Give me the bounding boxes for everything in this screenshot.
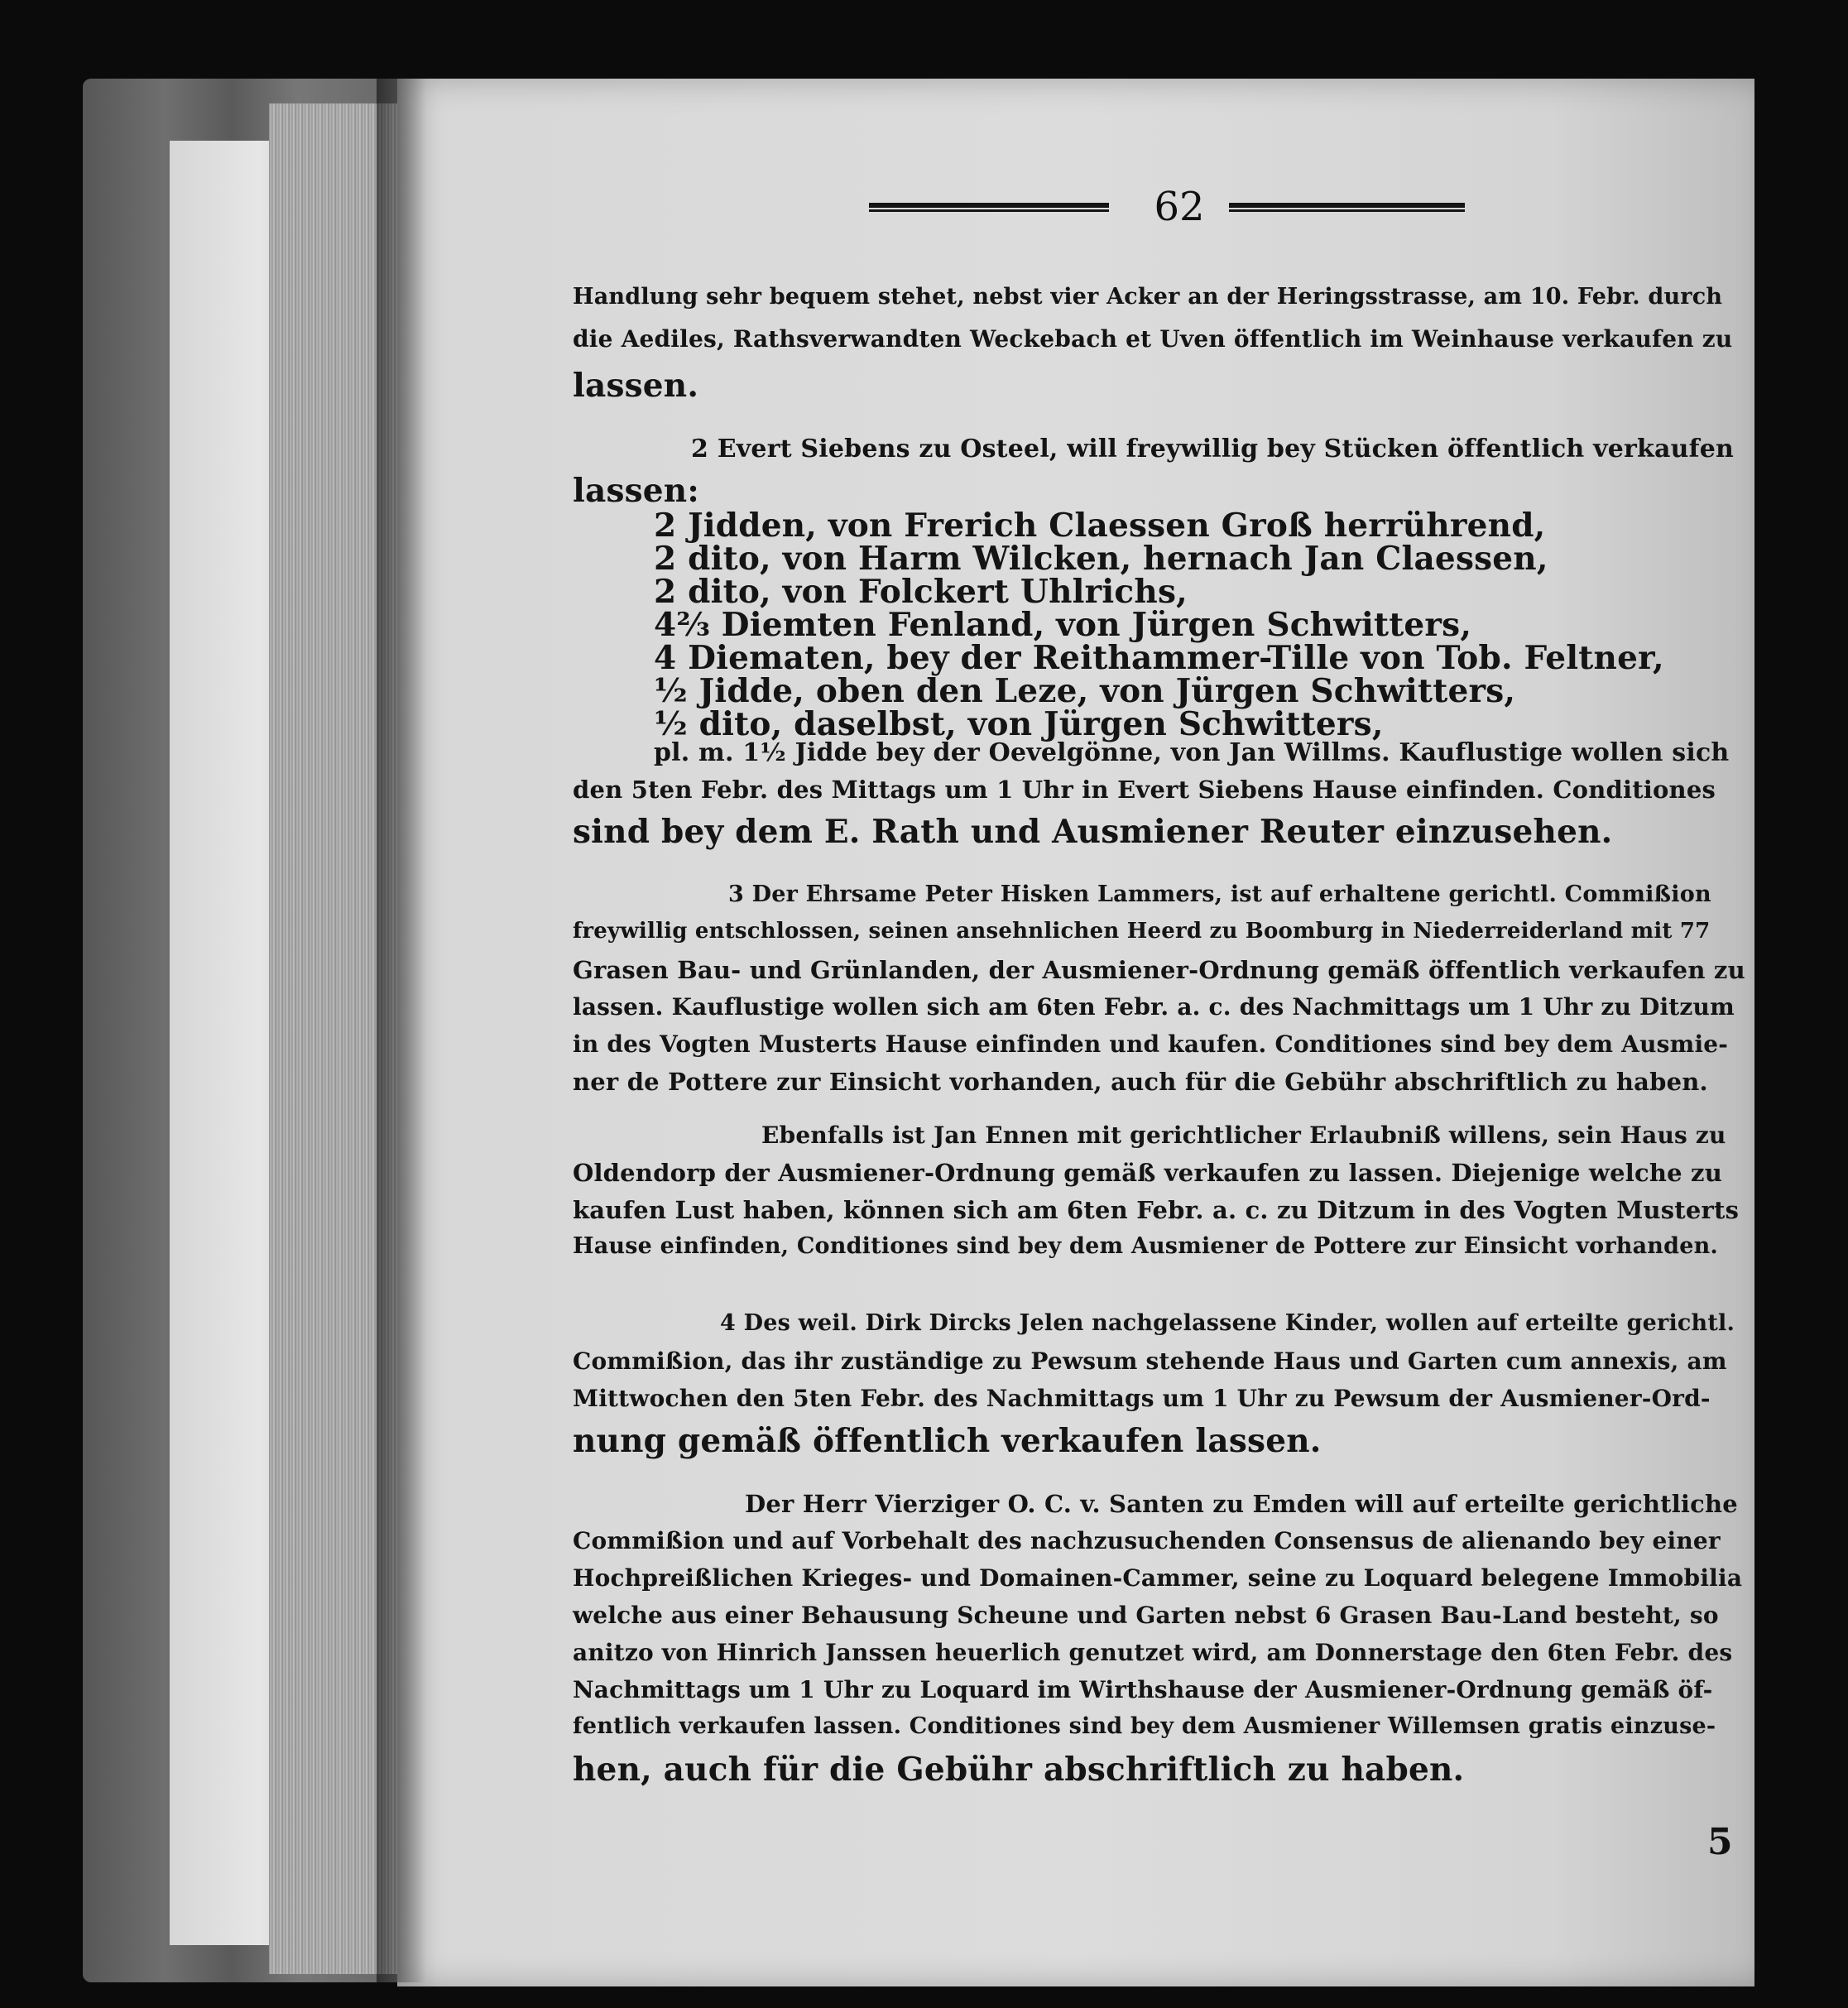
page-number: 62 [1154, 184, 1205, 230]
text-line: ½ dito, daselbst, von Jürgen Schwitters, [654, 705, 1384, 743]
text-line: pl. m. 1½ Jidde bey der Oevelgönne, von Jan Willms. Kauflustige wollen sich [654, 738, 1730, 767]
text-line: Commißion, das ihr zuständige zu Pewsum stehende Haus und Garten cum annexis, am [573, 1347, 1727, 1375]
text-line: hen, auch für die Gebühr abschriftlich zu haben. [573, 1751, 1465, 1789]
text-line: 4⅔ Diemten Fenland, von Jürgen Schwitters, [654, 606, 1472, 644]
text-line: anitzo von Hinrich Janssen heuerlich genutzet wird, am Donnerstage den 6ten Febr. des [573, 1639, 1733, 1666]
text-line: ½ Jidde, oben den Leze, von Jürgen Schwitters, [654, 672, 1516, 710]
text-line: die Aediles, Rathsverwandten Weckebach et Uven öffentlich im Weinhause verkaufen zu [573, 325, 1733, 353]
header-rule-right [1229, 203, 1465, 212]
text-line: 4 Diematen, bey der Reithammer-Tille von Tob. Feltner, [654, 639, 1664, 677]
text-line: lassen: [573, 472, 699, 510]
text-line: den 5ten Febr. des Mittags um 1 Uhr in Evert Siebens Hause einfinden. Conditiones [573, 776, 1716, 804]
text-line: welche aus einer Behausung Scheune und Garten nebst 6 Grasen Bau-Land besteht, so [573, 1602, 1719, 1629]
text-line: kaufen Lust haben, können sich am 6ten Febr. a. c. zu Ditzum in des Vogten Musterts [573, 1196, 1740, 1224]
text-line: Hochpreißlichen Krieges- und Domainen-Cammer, seine zu Loquard belegene Immobilia [573, 1564, 1743, 1592]
text-line: Handlung sehr bequem stehet, nebst vier Acker an der Heringsstrasse, am 10. Febr. durch [573, 284, 1723, 310]
text-line: lassen. Kauflustige wollen sich am 6ten Febr. a. c. des Nachmittags um 1 Uhr zu Ditzum [573, 993, 1735, 1021]
text-line: lassen. [573, 367, 699, 405]
text-line: 3 Der Ehrsame Peter Hisken Lammers, ist auf erhaltene gerichtl. Commißion [728, 882, 1711, 907]
text-line: Oldendorp der Ausmiener-Ordnung gemäß verkaufen zu lassen. Diejenige welche zu [573, 1159, 1723, 1187]
text-line: fentlich verkaufen lassen. Conditiones sind bey dem Ausmiener Willemsen gratis einzuse- [573, 1713, 1716, 1739]
header-rule-left [869, 203, 1109, 212]
text-line: sind bey dem E. Rath und Ausmiener Reuter einzusehen. [573, 813, 1613, 851]
spine-shadow [377, 79, 426, 1982]
text-line: 2 Evert Siebens zu Osteel, will freywillig bey Stücken öffentlich verkaufen [691, 435, 1735, 464]
text-line: 2 dito, von Harm Wilcken, hernach Jan Claessen, [654, 540, 1548, 578]
text-line: nung gemäß öffentlich verkaufen lassen. [573, 1422, 1322, 1460]
text-line: Commißion und auf Vorbehalt des nachzusuchenden Consensus de alienando bey einer [573, 1527, 1721, 1554]
catchword: 5 [1707, 1821, 1733, 1863]
text-line: 4 Des weil. Dirk Dircks Jelen nachgelassene Kinder, wollen auf erteilte gerichtl. [720, 1310, 1735, 1336]
text-line: 2 dito, von Folckert Uhlrichs, [654, 573, 1188, 611]
text-line: 2 Jidden, von Frerich Claessen Groß herrührend, [654, 507, 1546, 545]
text-line: Der Herr Vierziger O. C. v. Santen zu Emden will auf erteilte gerichtliche [745, 1490, 1738, 1518]
text-line: freywillig entschlossen, seinen ansehnlichen Heerd zu Boomburg in Niederreiderland mit 77 [573, 919, 1711, 944]
text-line: Nachmittags um 1 Uhr zu Loquard im Wirthshause der Ausmiener-Ordnung gemäß öf- [573, 1676, 1713, 1703]
text-line: Mittwochen den 5ten Febr. des Nachmittags um 1 Uhr zu Pewsum der Ausmiener-Ord- [573, 1385, 1711, 1412]
text-line: Ebenfalls ist Jan Ennen mit gerichtlicher Erlaubniß willens, sein Haus zu [761, 1122, 1726, 1149]
text-line: ner de Pottere zur Einsicht vorhanden, auch für die Gebühr abschriftlich zu haben. [573, 1068, 1708, 1096]
text-line: in des Vogten Musterts Hause einfinden und kaufen. Conditiones sind bey dem Ausmie- [573, 1030, 1729, 1058]
text-line: Hause einfinden, Conditiones sind bey dem Ausmiener de Pottere zur Einsicht vorhanden. [573, 1233, 1719, 1259]
text-line: Grasen Bau- und Grünlanden, der Ausmiener-Ordnung gemäß öffentlich verkaufen zu [573, 956, 1745, 984]
